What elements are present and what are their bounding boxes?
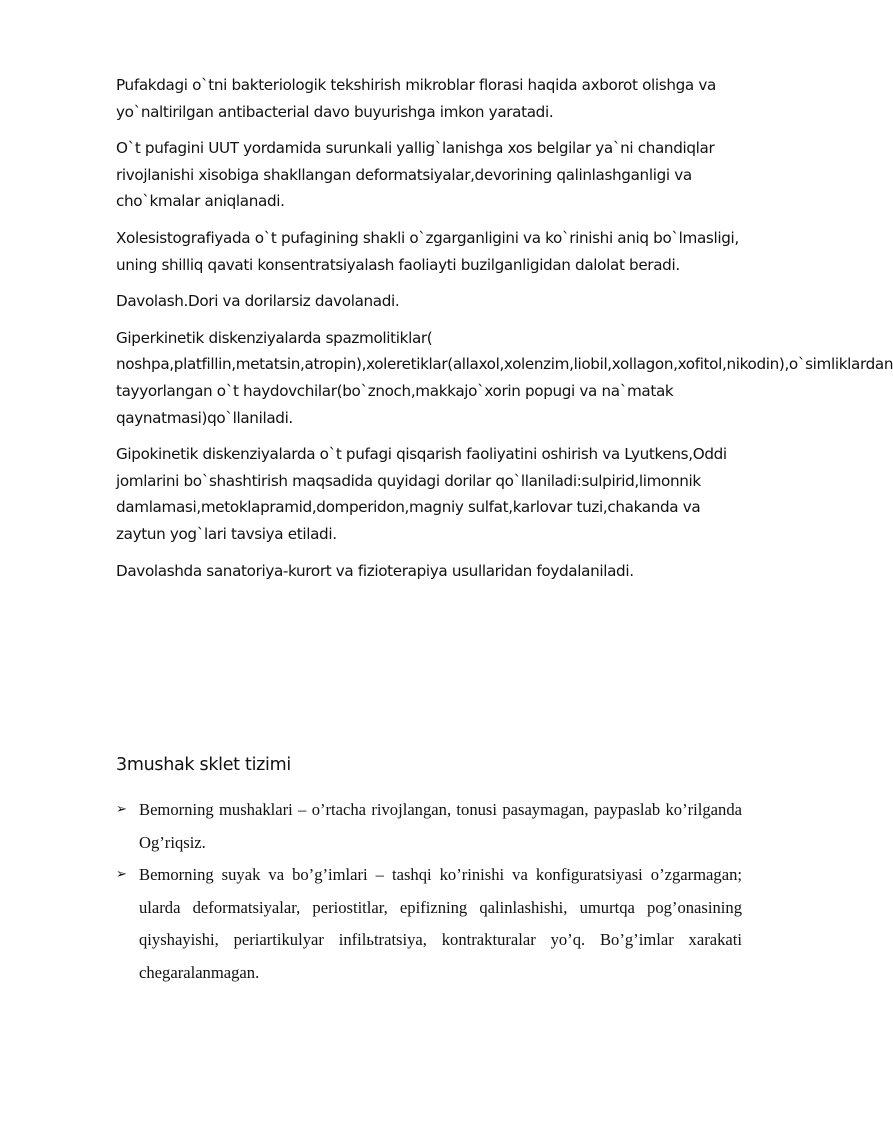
list-item: [116, 794, 742, 859]
body-text: [116, 72, 893, 594]
paragraph-sanatorium: Davolashda sanatoriya-kurort va fizioterapiya usullaridan foydalaniladi.: [116, 561, 634, 580]
arrow-bullet-icon: ➢: [116, 802, 127, 817]
section-heading: 3mushak sklet tizimi: [116, 755, 291, 775]
bullet-list: [116, 794, 742, 989]
paragraph-treatment: Davolash.Dori va dorilarsiz davolanadi.: [116, 292, 400, 311]
list-item: [116, 859, 742, 989]
paragraph-cholecystography: Xolesistografiyada o`t pufagining shakli o`zgarganligini va ko`rinishi aniq bo`lmasligi, uning shilliq qavati konsentratsiyalash faoliayti buzilganligidan dalolat beradi.: [116, 228, 739, 274]
paragraph-bacteriology: Pufakdagi o`tni bakteriologik tekshirish mikroblar florasi haqida axborot olishga va yo`naltirilgan antibacterial davo buyurishga imkon yaratadi.: [116, 76, 716, 121]
bullet-text-muscles: Bemorning mushaklari – o’rtacha rivojlangan, tonusi pasaymagan, paypaslab ko’rilganda Og’riqsiz.: [139, 800, 742, 852]
paragraph-ultrasound: O`t pufagini UUT yordamida surunkali yallig`lanishga xos belgilar ya`ni chandiqlar rivojlanishi xisobiga shakllangan deformatsiyalar,devorining qalinlashganligi va cho`kmalar aniqlanadi.: [116, 139, 715, 211]
paragraph-hypokinetic: Gipokinetik diskenziyalarda o`t pufagi qisqarish faoliyatini oshirish va Lyutkens,Oddi jomlarini bo`shashtirish maqsadida quyidagi dorilar qo`llaniladi:sulpirid,limonnik damlamasi,metoklapramid,domperidon,magniy sulfat,karlovar tuzi,chakanda va zaytun yog`lari tavsiya etiladi.: [116, 445, 727, 543]
bullet-text-bones-joints: Bemorning suyak va bo’g’imlari – tashqi ko’rinishi va konfiguratsiyasi o’zgarmagan; ularda deformatsiyalar, periostitlar, epifizning qalinlashishi, umurtqa pog’onasining qiyshayishi, periartikulyar infilьtratsiya, kontrakturalar yo’q. Bo’g’imlar xarakati chegaralanmagan.: [139, 865, 742, 982]
paragraph-hyperkinetic: Giperkinetik diskenziyalarda spazmolitiklar( noshpa,platfillin,metatsin,atropin),xoleretiklar(allaxol,xolenzim,liobil,xollagon,xofitol,nikodin),o`simliklardan tayyorlangan o`t haydovchilar(bo`znoch,makkajo`xorin popugi va na`matak qaynatmasi)qo`llaniladi.: [116, 328, 893, 427]
arrow-bullet-icon: ➢: [116, 867, 127, 882]
